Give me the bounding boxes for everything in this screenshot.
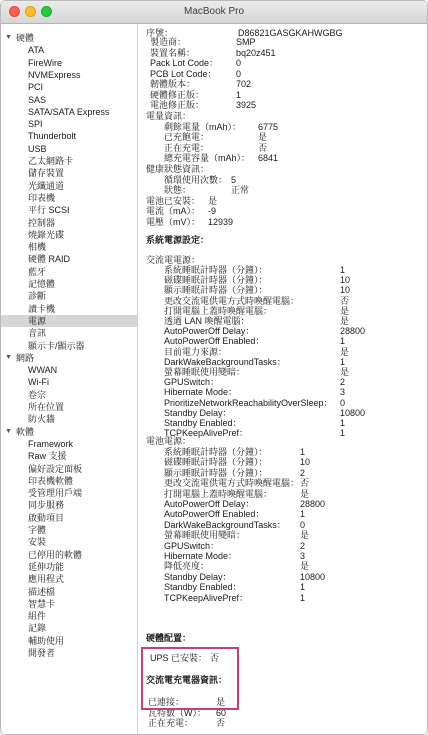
info-label: 電池修正版：: [150, 100, 205, 110]
info-value: 1: [300, 509, 306, 520]
info-value: 否: [216, 718, 226, 728]
sidebar-item-label: 硬體: [16, 33, 35, 43]
sidebar-item-label: Raw 支援: [28, 451, 67, 462]
info-label: 總充電容量（mAh）：: [164, 153, 251, 163]
info-label: AutoPowerOff Delay：: [164, 499, 255, 509]
sidebar-item[interactable]: [1, 241, 137, 253]
sidebar-item[interactable]: [1, 303, 137, 315]
sidebar-item-label: 安裝: [28, 537, 47, 548]
sidebar-item[interactable]: [1, 143, 137, 155]
info-label: TCPKeepAlivePref：: [164, 428, 249, 439]
info-value: 3: [300, 551, 306, 561]
info-label: 正在充電：: [148, 718, 194, 728]
sidebar-item-label: 偏好設定面板: [28, 463, 83, 474]
sidebar-item[interactable]: [1, 512, 137, 524]
info-value: 10: [300, 457, 311, 468]
sidebar-item[interactable]: [1, 204, 137, 216]
sidebar-item-label: 延伸功能: [28, 561, 65, 572]
sidebar-item[interactable]: [1, 192, 137, 204]
sidebar-item-label: FireWire: [28, 57, 62, 68]
sidebar-item[interactable]: [1, 340, 137, 352]
info-label: 降低亮度：: [164, 561, 210, 572]
info-label: 循環使用次數：: [164, 175, 228, 185]
sidebar-item[interactable]: [1, 561, 137, 573]
sidebar-item-label: 應用程式: [28, 574, 65, 585]
sidebar-item-label: 輔助使用: [28, 635, 65, 646]
info-label: Pack Lot Code：: [150, 58, 219, 68]
info-value: 60: [216, 707, 227, 718]
title-bar: [1, 1, 427, 24]
sidebar-item[interactable]: [1, 389, 137, 401]
info-label: 目前電力來源：: [164, 346, 228, 357]
sidebar-item-label: Framework: [28, 438, 74, 449]
info-value: 10: [340, 285, 351, 296]
info-label: 打開電腦上蓋時喚醒電腦：: [164, 305, 273, 316]
sidebar-item[interactable]: [1, 586, 137, 598]
sidebar-item[interactable]: [1, 106, 137, 118]
sidebar-item[interactable]: [1, 487, 137, 499]
disclosure-triangle-icon[interactable]: ▼: [5, 427, 12, 435]
info-label: 系統睡眠計時器（分鐘）：: [164, 447, 268, 457]
sidebar-item-label: 同步服務: [28, 500, 65, 511]
sidebar-item[interactable]: [1, 364, 137, 376]
sidebar-item[interactable]: [1, 94, 137, 106]
sidebar-item[interactable]: [1, 130, 137, 142]
info-value: 是: [340, 305, 350, 316]
sidebar-item-label: 卷宗: [28, 389, 47, 400]
info-label: 剩餘電量（mAh）：: [164, 122, 242, 132]
sidebar: [1, 24, 138, 734]
info-label: Standby Enabled：: [164, 418, 242, 428]
sidebar-item-label: 智慧卡: [28, 598, 56, 609]
sidebar-item[interactable]: [1, 475, 137, 487]
info-label: 健康狀態資訊：: [146, 164, 210, 174]
sidebar-item-label: 防火牆: [28, 414, 56, 425]
info-value: 1: [300, 592, 306, 603]
sidebar-item-label: 受管理用戶端: [28, 488, 83, 499]
info-label: AutoPowerOff Delay：: [164, 326, 255, 337]
detail-pane: [138, 24, 427, 734]
info-label: Hibernate Mode：: [164, 387, 238, 398]
sidebar-item-label: 開發者: [28, 648, 56, 658]
info-label: 電池已安裝：: [146, 196, 201, 206]
sidebar-item[interactable]: [1, 81, 137, 93]
info-label: 系統電源設定：: [146, 235, 210, 245]
sidebar-item[interactable]: [1, 315, 137, 327]
info-value: 1: [340, 356, 346, 367]
sidebar-item-label: 燒錄光碟: [28, 229, 65, 240]
info-label: 韌體版本：: [150, 79, 196, 89]
info-value: 702: [236, 79, 252, 89]
info-value: 否: [258, 143, 268, 153]
sidebar-item[interactable]: [1, 524, 137, 536]
info-label: 硬體修正版：: [150, 90, 205, 100]
sidebar-item-label: PCI: [28, 82, 44, 93]
info-label: Standby Delay：: [164, 407, 232, 418]
info-value: 否: [300, 478, 310, 489]
sidebar-item-label: USB: [28, 143, 47, 154]
info-value: D86821GASGKAHWGBG: [238, 28, 343, 38]
info-value: 10: [340, 275, 351, 286]
sidebar-item-label: 描述檔: [28, 586, 56, 597]
sidebar-item-label: 組件: [28, 611, 47, 622]
sidebar-item[interactable]: [1, 622, 137, 634]
info-label: Hibernate Mode：: [164, 551, 238, 561]
info-label: 磁碟睡眠計時器（分鐘）：: [164, 457, 268, 468]
info-label: 螢幕睡眠使用變暗：: [164, 530, 246, 541]
disclosure-triangle-icon[interactable]: ▼: [5, 34, 12, 41]
info-label: 狀態：: [164, 185, 192, 195]
info-label: 正在充電：: [164, 143, 210, 153]
sidebar-item-label: 儲存裝置: [28, 168, 65, 179]
info-label: UPS 已安裝：: [150, 653, 208, 663]
info-value: 3925: [236, 100, 257, 110]
sidebar-item-label: 字體: [28, 525, 47, 535]
info-label: 電流（mA）：: [146, 206, 201, 216]
info-label: TCPKeepAlivePref：: [164, 592, 249, 603]
info-value: 是: [258, 132, 268, 142]
info-label: 瓦特數（W）：: [148, 707, 206, 718]
info-value: 是: [300, 488, 310, 499]
sidebar-item[interactable]: [1, 635, 137, 647]
info-value: 是: [208, 196, 218, 206]
sidebar-item[interactable]: [1, 180, 137, 192]
info-label: 螢幕睡眠使用變暗：: [164, 367, 246, 377]
sidebar-item-label: 電源: [28, 315, 47, 326]
info-value: 是: [340, 346, 350, 357]
sidebar-item-label: ATA: [28, 45, 45, 56]
sidebar-item-label: 記憶體: [28, 279, 56, 289]
sidebar-item[interactable]: [1, 413, 137, 425]
info-value: 10800: [340, 407, 366, 418]
info-label: 交流電充電器資訊：: [146, 675, 228, 685]
info-label: 更改交流電供電方式時喚醒電腦：: [164, 478, 300, 489]
info-value: 是: [340, 367, 350, 377]
info-value: 0: [340, 397, 346, 408]
info-label: PCB Lot Code：: [150, 69, 217, 79]
disclosure-triangle-icon[interactable]: ▼: [5, 353, 12, 361]
info-value: SMP: [236, 37, 256, 47]
info-label: AutoPowerOff Enabled：: [164, 509, 265, 520]
info-value: 0: [236, 58, 242, 68]
sidebar-item-label: WWAN: [28, 365, 58, 376]
info-label: 交流電電源：: [146, 255, 201, 265]
sidebar-item-label: 所在位置: [28, 402, 65, 412]
info-value: 是: [340, 316, 350, 326]
ac-charger-highlight-box: [141, 647, 239, 710]
info-value: 是: [300, 530, 310, 541]
sidebar-item-label: 診斷: [28, 291, 47, 302]
info-value: 1: [340, 418, 346, 428]
sidebar-item[interactable]: [1, 266, 137, 278]
sidebar-item[interactable]: [1, 57, 137, 69]
info-value: 1: [340, 428, 346, 439]
info-label: 磁碟睡眠計時器（分鐘）：: [164, 275, 268, 286]
sidebar-item-label: 記錄: [28, 623, 47, 634]
sidebar-item[interactable]: [1, 155, 137, 167]
sidebar-item-label: SAS: [28, 94, 47, 105]
info-value: 1: [300, 447, 306, 457]
info-label: 顯示睡眠計時器（分鐘）：: [164, 467, 268, 478]
info-value: bq20z451: [236, 48, 276, 58]
info-value: 2: [300, 467, 306, 478]
info-value: 是: [300, 561, 310, 572]
info-value: 2: [300, 540, 306, 551]
sidebar-item[interactable]: [1, 536, 137, 548]
sidebar-item[interactable]: [1, 573, 137, 585]
sidebar-item-label: 網路: [16, 352, 35, 363]
info-value: 0: [300, 519, 306, 530]
info-label: 已連接：: [148, 697, 185, 707]
info-label: 裝置名稱：: [150, 48, 196, 58]
sidebar-item-label: 藍牙: [28, 266, 47, 277]
window-title: MacBook Pro: [183, 6, 245, 17]
sidebar-item[interactable]: [1, 401, 137, 413]
sidebar-item[interactable]: [1, 290, 137, 302]
sidebar-item-label: 讀卡機: [28, 303, 56, 314]
sidebar-category[interactable]: [1, 426, 137, 438]
info-value: 否: [340, 295, 350, 306]
sidebar-item[interactable]: [1, 610, 137, 622]
sidebar-item-label: Wi-Fi: [28, 377, 49, 388]
info-label: AutoPowerOff Enabled：: [164, 336, 265, 347]
info-label: Standby Enabled：: [164, 582, 242, 593]
info-value: 28800: [340, 326, 366, 337]
info-value: 12939: [208, 217, 234, 227]
sidebar-item-label: 平行 SCSI: [28, 205, 70, 216]
sidebar-item[interactable]: [1, 549, 137, 561]
info-label: PrioritizeNetworkReachabilityOverSleep：: [164, 397, 333, 408]
sidebar-item[interactable]: [1, 647, 137, 659]
sidebar-category[interactable]: [1, 32, 137, 44]
sidebar-item-label: NVMExpress: [28, 69, 81, 80]
info-label: 更改交流電供電方式時喚醒電腦：: [164, 295, 300, 306]
sidebar-item-label: 顯示卡/顯示器: [28, 340, 85, 351]
info-label: DarkWakeBackgroundTasks：: [164, 519, 286, 530]
sidebar-item[interactable]: [1, 278, 137, 290]
sidebar-item-label: 已停用的軟體: [28, 549, 83, 560]
sidebar-item-label: Thunderbolt: [28, 131, 77, 142]
info-label: 硬體配置：: [146, 633, 192, 643]
info-value: 5: [231, 175, 237, 185]
info-label: GPUSwitch：: [164, 540, 220, 551]
sidebar-item-label: 硬體 RAID: [28, 254, 71, 265]
sidebar-item[interactable]: [1, 229, 137, 241]
info-label: 製造商：: [150, 37, 187, 47]
sidebar-item[interactable]: [1, 598, 137, 610]
sidebar-item-label: SATA/SATA Express: [28, 106, 110, 117]
info-value: 1: [340, 336, 346, 347]
info-value: 1: [236, 90, 242, 100]
info-label: 電池電源：: [146, 436, 192, 446]
sidebar-item-label: 印表機: [28, 192, 56, 203]
info-value: 正常: [231, 185, 250, 195]
info-label: DarkWakeBackgroundTasks：: [164, 356, 286, 367]
sidebar-item-label: 相機: [28, 242, 47, 253]
sidebar-item[interactable]: [1, 327, 137, 339]
info-value: 6841: [258, 153, 279, 163]
info-value: 6775: [258, 122, 279, 132]
info-label: 已充飽電：: [164, 132, 210, 142]
sidebar-item[interactable]: [1, 217, 137, 229]
info-label: GPUSwitch：: [164, 377, 220, 388]
sidebar-item[interactable]: [1, 499, 137, 511]
sidebar-item[interactable]: [1, 167, 137, 179]
info-value: 28800: [300, 499, 326, 509]
sidebar-category[interactable]: [1, 352, 137, 364]
info-label: 電量資訊：: [146, 111, 192, 121]
sidebar-item-label: 軟體: [16, 426, 35, 437]
sidebar-item-label: SPI: [28, 119, 43, 130]
info-value: 1: [300, 582, 306, 593]
info-value: 否: [210, 653, 220, 663]
info-label: Standby Delay：: [164, 571, 232, 582]
info-value: 2: [340, 377, 346, 388]
sidebar-item[interactable]: [1, 69, 137, 81]
sidebar-item[interactable]: [1, 438, 137, 450]
sidebar-item-label: 印表機軟體: [28, 475, 74, 486]
sidebar-item[interactable]: [1, 118, 137, 130]
info-label: 電壓（mV）：: [146, 217, 201, 227]
sidebar-item-label: 光纖通道: [28, 180, 65, 191]
sidebar-item-label: 乙太網路卡: [28, 156, 74, 166]
sidebar-item-label: 控制器: [28, 217, 56, 228]
sidebar-item-label: 啟動項目: [28, 512, 65, 523]
info-label: 系統睡眠計時器（分鐘）：: [164, 265, 268, 275]
sidebar-item[interactable]: [1, 450, 137, 462]
sidebar-item[interactable]: [1, 376, 137, 388]
info-value: 10800: [300, 571, 326, 582]
sidebar-item[interactable]: [1, 44, 137, 56]
info-label: 打開電腦上蓋時喚醒電腦：: [164, 488, 273, 499]
info-label: 顯示睡眠計時器（分鐘）：: [164, 285, 268, 296]
info-value: 3: [340, 387, 346, 398]
sidebar-item[interactable]: [1, 463, 137, 475]
info-label: 透過 LAN 喚醒電腦：: [164, 316, 250, 326]
sidebar-item[interactable]: [1, 253, 137, 265]
info-value: 是: [216, 697, 226, 707]
sidebar-item-label: 音訊: [28, 328, 47, 339]
info-label: 序號：: [146, 28, 174, 38]
info-value: -9: [208, 206, 217, 216]
info-value: 0: [236, 69, 242, 79]
info-value: 1: [340, 265, 346, 275]
